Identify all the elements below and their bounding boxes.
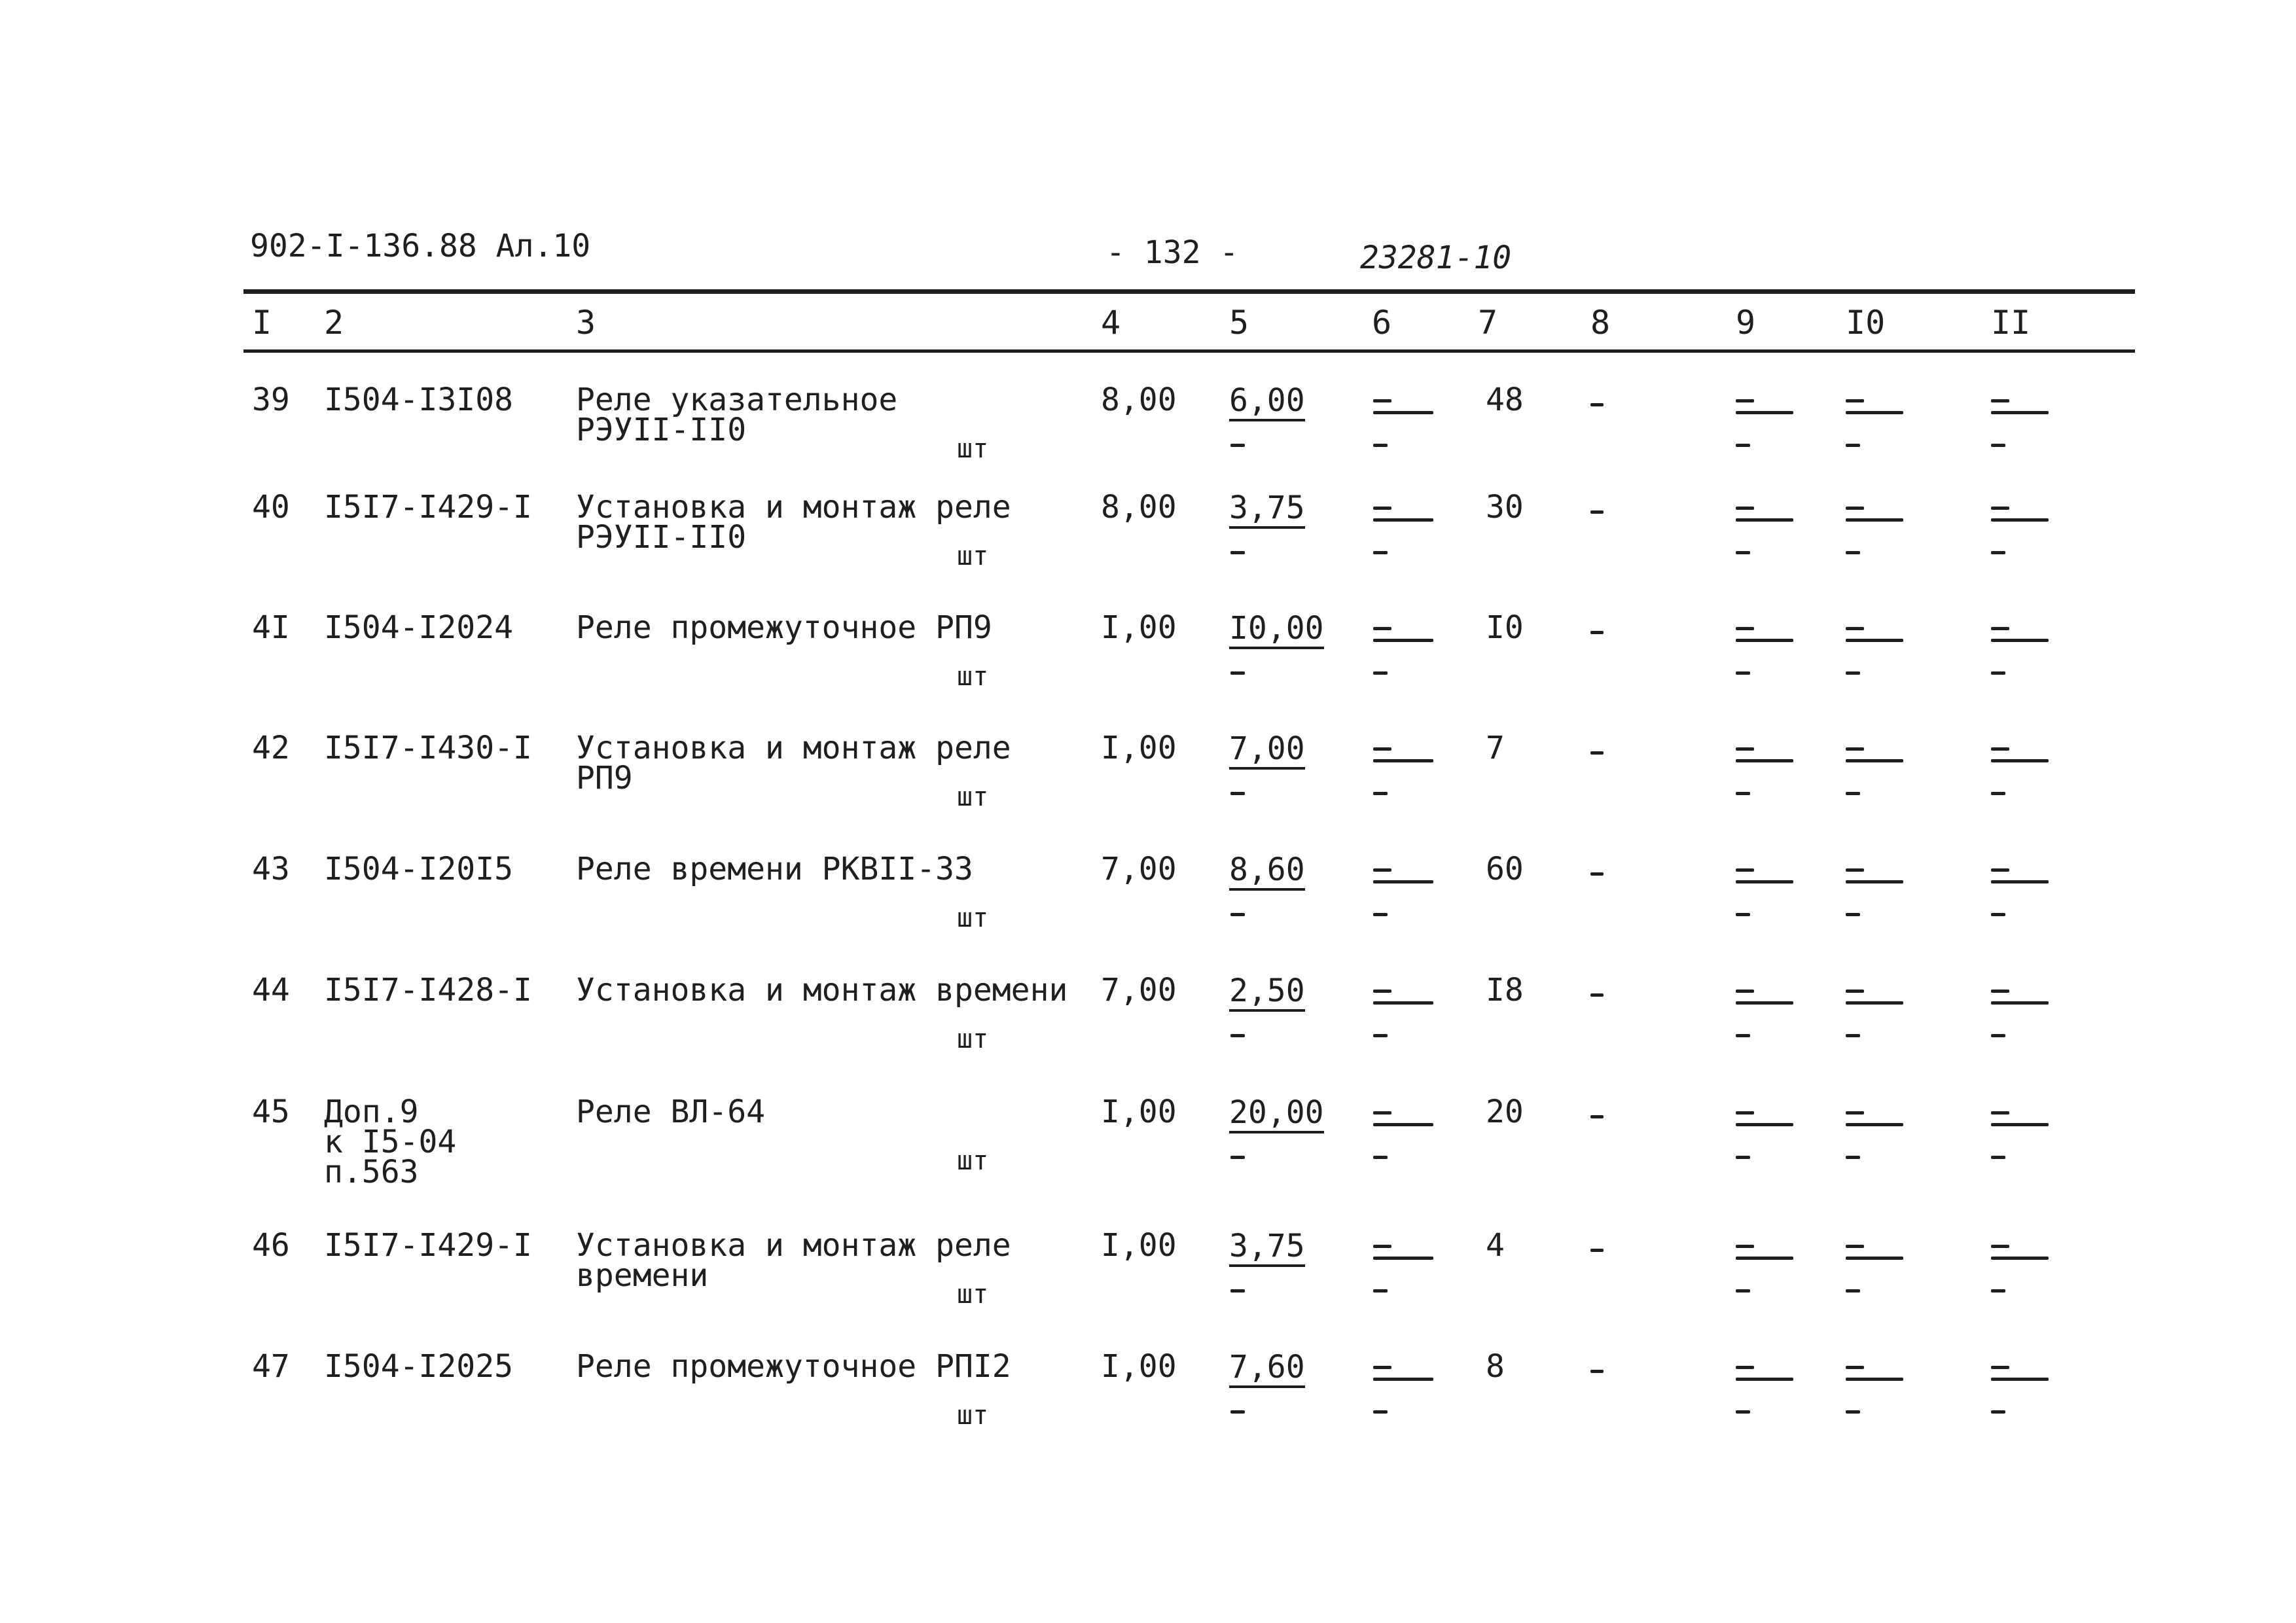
row-number: 45 xyxy=(252,1094,290,1130)
document-code: 902-I-136.88 Ал.10 xyxy=(250,228,591,264)
dash-mark xyxy=(1373,759,1433,762)
dash-mark xyxy=(1590,1370,1604,1373)
dash-mark xyxy=(1846,411,1903,414)
dash-mark xyxy=(1991,1123,2049,1126)
dash-mark xyxy=(1736,671,1750,675)
total-value: I8 xyxy=(1486,972,1524,1008)
dash-mark xyxy=(1846,444,1860,447)
dash-mark xyxy=(1736,1378,1793,1381)
unit-of-measure: шт xyxy=(957,1400,989,1431)
dash-mark xyxy=(1230,551,1245,554)
dash-mark xyxy=(1736,1123,1793,1126)
quantity: I,00 xyxy=(1101,609,1177,646)
dash-mark xyxy=(1736,868,1754,872)
unit-price: 7,60 xyxy=(1229,1351,1305,1388)
rate-code: I504-I3I08 xyxy=(324,382,513,418)
dash-mark xyxy=(1736,1034,1750,1037)
dash-mark xyxy=(1736,759,1793,762)
dash-mark xyxy=(1736,1410,1750,1414)
dash-mark xyxy=(1736,1366,1754,1369)
item-name: Установка и монтаж реле РЭУII-II0 xyxy=(576,489,1011,556)
unit-price: 6,00 xyxy=(1229,385,1305,421)
dash-mark xyxy=(1991,639,2049,642)
total-value: 48 xyxy=(1486,382,1524,418)
row-number: 39 xyxy=(252,382,290,418)
rate-code: Доп.9 к I5-04 п.563 xyxy=(324,1094,457,1190)
unit-of-measure: шт xyxy=(957,1279,989,1310)
dash-mark xyxy=(1846,1378,1903,1381)
dash-mark xyxy=(1373,411,1433,414)
dash-mark xyxy=(1230,1034,1245,1037)
rate-code: I5I7-I428-I xyxy=(324,972,532,1008)
dash-mark xyxy=(1846,880,1903,883)
item-name: Установка и монтаж реле РП9 xyxy=(576,730,1011,796)
dash-mark xyxy=(1846,671,1860,675)
dash-mark xyxy=(1230,444,1245,447)
rate-code: I504-I2024 xyxy=(324,609,513,646)
dash-mark xyxy=(1846,1245,1864,1248)
dash-mark xyxy=(1846,868,1864,872)
row-number: 47 xyxy=(252,1348,290,1385)
dash-mark xyxy=(1373,747,1391,751)
total-value: 20 xyxy=(1486,1094,1524,1130)
dash-mark xyxy=(1590,403,1604,406)
total-value: 7 xyxy=(1486,730,1505,766)
quantity: 8,00 xyxy=(1101,489,1177,526)
dash-mark xyxy=(1736,399,1754,402)
table-header-rule xyxy=(243,349,2135,353)
dash-mark xyxy=(1846,792,1860,795)
dash-mark xyxy=(1991,1366,2009,1369)
column-header-8: 8 xyxy=(1590,304,1611,342)
dash-mark xyxy=(1736,518,1793,522)
rate-code: I5I7-I429-I xyxy=(324,1227,532,1264)
rate-code: I504-I2025 xyxy=(324,1348,513,1385)
dash-mark xyxy=(1230,792,1245,795)
dash-mark xyxy=(1991,627,2009,630)
rate-code: I504-I20I5 xyxy=(324,851,513,887)
dash-mark xyxy=(1230,1289,1245,1293)
dash-mark xyxy=(1590,993,1604,997)
dash-mark xyxy=(1736,444,1750,447)
dash-mark xyxy=(1991,1410,2005,1414)
column-header-6: 6 xyxy=(1372,304,1392,342)
dash-mark xyxy=(1846,639,1903,642)
column-header-1: I xyxy=(252,304,272,342)
dash-mark xyxy=(1846,1366,1864,1369)
dash-mark xyxy=(1991,1378,2049,1381)
dash-mark xyxy=(1846,1111,1864,1115)
dash-mark xyxy=(1373,627,1391,630)
dash-mark xyxy=(1991,399,2009,402)
dash-mark xyxy=(1736,913,1750,916)
unit-of-measure: шт xyxy=(957,662,989,692)
row-number: 44 xyxy=(252,972,290,1008)
dash-mark xyxy=(1373,1123,1433,1126)
dash-mark xyxy=(1991,880,2049,883)
row-number: 42 xyxy=(252,730,290,766)
item-name: Установка и монтаж времени xyxy=(576,972,1068,1008)
dash-mark xyxy=(1736,880,1793,883)
dash-mark xyxy=(1846,1123,1903,1126)
dash-mark xyxy=(1846,1156,1860,1159)
dash-mark xyxy=(1736,1289,1750,1293)
dash-mark xyxy=(1590,872,1604,876)
dash-mark xyxy=(1991,1111,2009,1115)
dash-mark xyxy=(1373,1366,1391,1369)
dash-mark xyxy=(1230,671,1245,675)
unit-of-measure: шт xyxy=(957,782,989,812)
dash-mark xyxy=(1736,507,1754,510)
dash-mark xyxy=(1991,507,2009,510)
total-value: 4 xyxy=(1486,1227,1505,1264)
unit-of-measure: шт xyxy=(957,1024,989,1054)
dash-mark xyxy=(1373,1156,1388,1159)
dash-mark xyxy=(1373,792,1388,795)
column-header-11: II xyxy=(1991,304,2031,342)
unit-price: 7,00 xyxy=(1229,733,1305,770)
dash-mark xyxy=(1846,1289,1860,1293)
quantity: I,00 xyxy=(1101,730,1177,766)
dash-mark xyxy=(1736,551,1750,554)
dash-mark xyxy=(1991,1245,2009,1248)
total-value: 60 xyxy=(1486,851,1524,887)
quantity: I,00 xyxy=(1101,1094,1177,1130)
dash-mark xyxy=(1991,518,2049,522)
column-header-4: 4 xyxy=(1101,304,1121,342)
dash-mark xyxy=(1736,639,1793,642)
dash-mark xyxy=(1991,913,2005,916)
dash-mark xyxy=(1846,913,1860,916)
dash-mark xyxy=(1590,1115,1604,1118)
dash-mark xyxy=(1373,518,1433,522)
dash-mark xyxy=(1846,1034,1860,1037)
row-number: 46 xyxy=(252,1227,290,1264)
dash-mark xyxy=(1736,990,1754,993)
dash-mark xyxy=(1373,1001,1433,1005)
dash-mark xyxy=(1991,1289,2005,1293)
dash-mark xyxy=(1373,1111,1391,1115)
quantity: 8,00 xyxy=(1101,382,1177,418)
dash-mark xyxy=(1230,1410,1245,1414)
dash-mark xyxy=(1590,631,1604,634)
dash-mark xyxy=(1736,1245,1754,1248)
rate-code: I5I7-I429-I xyxy=(324,489,532,526)
unit-of-measure: шт xyxy=(957,541,989,571)
unit-of-measure: шт xyxy=(957,1146,989,1176)
item-name: Реле промежуточное РП9 xyxy=(576,609,992,646)
column-header-2: 2 xyxy=(324,304,344,342)
item-name: Установка и монтаж реле времени xyxy=(576,1227,1011,1294)
dash-mark xyxy=(1736,1111,1754,1115)
quantity: 7,00 xyxy=(1101,851,1177,887)
dash-mark xyxy=(1846,1001,1903,1005)
dash-mark xyxy=(1846,1410,1860,1414)
dash-mark xyxy=(1373,639,1433,642)
dash-mark xyxy=(1991,759,2049,762)
dash-mark xyxy=(1230,1156,1245,1159)
unit-of-measure: шт xyxy=(957,434,989,464)
dash-mark xyxy=(1846,551,1860,554)
dash-mark xyxy=(1846,990,1864,993)
dash-mark xyxy=(1373,868,1391,872)
dash-mark xyxy=(1991,411,2049,414)
dash-mark xyxy=(1373,444,1388,447)
dash-mark xyxy=(1846,759,1903,762)
quantity: 7,00 xyxy=(1101,972,1177,1008)
item-name: Реле времени РКВII-33 xyxy=(576,851,973,887)
dash-mark xyxy=(1991,551,2005,554)
column-header-3: 3 xyxy=(576,304,596,342)
column-header-9: 9 xyxy=(1736,304,1756,342)
dash-mark xyxy=(1230,913,1245,916)
dash-mark xyxy=(1590,1249,1604,1252)
dash-mark xyxy=(1991,444,2005,447)
dash-mark xyxy=(1373,399,1391,402)
dash-mark xyxy=(1373,1378,1433,1381)
dash-mark xyxy=(1373,1245,1391,1248)
dash-mark xyxy=(1846,399,1864,402)
unit-price: 3,75 xyxy=(1229,492,1305,529)
document-number: 23281-10 xyxy=(1360,240,1512,276)
dash-mark xyxy=(1846,747,1864,751)
dash-mark xyxy=(1373,671,1388,675)
dash-mark xyxy=(1991,1034,2005,1037)
unit-price: 2,50 xyxy=(1229,975,1305,1012)
dash-mark xyxy=(1373,1410,1388,1414)
dash-mark xyxy=(1736,1001,1793,1005)
dash-mark xyxy=(1736,627,1754,630)
dash-mark xyxy=(1736,747,1754,751)
row-number: 40 xyxy=(252,489,290,526)
dash-mark xyxy=(1736,411,1793,414)
dash-mark xyxy=(1846,518,1903,522)
item-name: Реле указательное РЭУII-II0 xyxy=(576,382,898,448)
quantity: I,00 xyxy=(1101,1348,1177,1385)
unit-price: 3,75 xyxy=(1229,1230,1305,1267)
dash-mark xyxy=(1991,990,2009,993)
total-value: I0 xyxy=(1486,609,1524,646)
column-header-7: 7 xyxy=(1478,304,1498,342)
quantity: I,00 xyxy=(1101,1227,1177,1264)
column-header-5: 5 xyxy=(1229,304,1249,342)
dash-mark xyxy=(1373,1034,1388,1037)
dash-mark xyxy=(1736,1257,1793,1260)
dash-mark xyxy=(1991,792,2005,795)
page-number: - 132 - xyxy=(1106,234,1239,271)
unit-price: 20,00 xyxy=(1229,1097,1324,1133)
dash-mark xyxy=(1991,868,2009,872)
dash-mark xyxy=(1991,1257,2049,1260)
unit-price: 8,60 xyxy=(1229,854,1305,891)
dash-mark xyxy=(1590,510,1604,514)
dash-mark xyxy=(1373,880,1433,883)
column-header-10: I0 xyxy=(1846,304,1886,342)
unit-price: I0,00 xyxy=(1229,613,1324,649)
dash-mark xyxy=(1736,1156,1750,1159)
dash-mark xyxy=(1373,507,1391,510)
item-name: Реле промежуточное РПI2 xyxy=(576,1348,1011,1385)
dash-mark xyxy=(1846,1257,1903,1260)
total-value: 8 xyxy=(1486,1348,1505,1385)
table-top-rule xyxy=(243,289,2135,294)
dash-mark xyxy=(1846,627,1864,630)
dash-mark xyxy=(1373,1289,1388,1293)
dash-mark xyxy=(1373,551,1388,554)
dash-mark xyxy=(1590,751,1604,755)
dash-mark xyxy=(1991,747,2009,751)
dash-mark xyxy=(1991,1001,2049,1005)
dash-mark xyxy=(1373,990,1391,993)
row-number: 43 xyxy=(252,851,290,887)
dash-mark xyxy=(1991,671,2005,675)
total-value: 30 xyxy=(1486,489,1524,526)
dash-mark xyxy=(1373,913,1388,916)
item-name: Реле ВЛ-64 xyxy=(576,1094,765,1130)
unit-of-measure: шт xyxy=(957,903,989,933)
dash-mark xyxy=(1736,792,1750,795)
dash-mark xyxy=(1373,1257,1433,1260)
dash-mark xyxy=(1991,1156,2005,1159)
dash-mark xyxy=(1846,507,1864,510)
row-number: 4I xyxy=(252,609,290,646)
rate-code: I5I7-I430-I xyxy=(324,730,532,766)
